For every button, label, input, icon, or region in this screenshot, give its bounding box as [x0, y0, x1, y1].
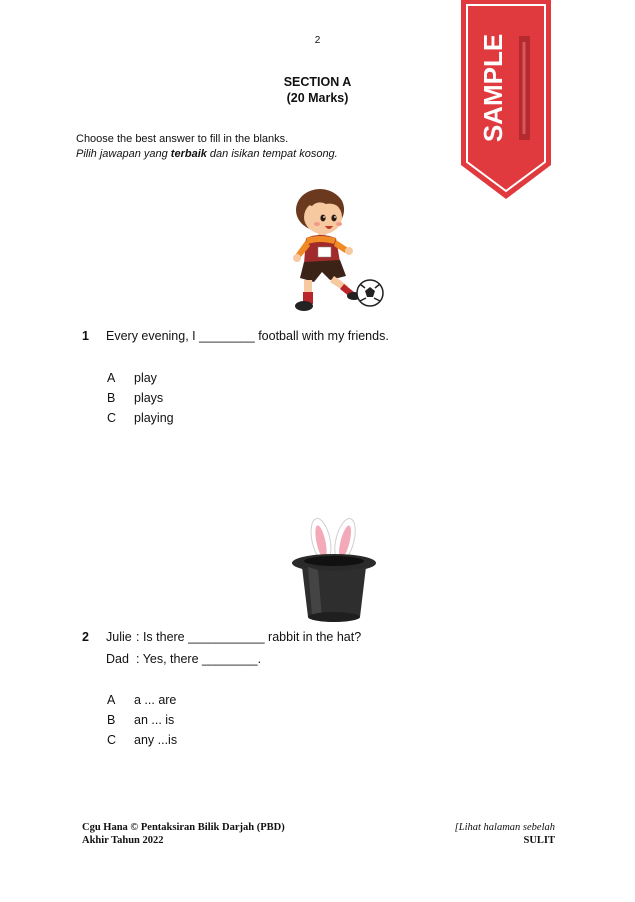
instructions [76, 132, 338, 162]
section-marks: (20 Marks) [286, 91, 349, 105]
q2-line-2: : Yes, there ________. [136, 652, 262, 666]
q2-line-1: : Is there ___________ rabbit in the hat? [136, 630, 362, 644]
footer-year: Akhir Tahun 2022 [82, 835, 164, 846]
footer-classification: SULIT [523, 835, 555, 846]
q1-option-a-text: play [134, 371, 157, 385]
sample-stamp [458, 0, 554, 202]
q2-option-b-letter: B [107, 713, 116, 727]
q2-option-c-letter: C [107, 733, 117, 747]
q1-option-c-letter: C [107, 411, 117, 425]
footer-next-page: [Lihat halaman sebelah [454, 822, 555, 833]
q1-option-b-text: plays [134, 391, 164, 405]
q1-option-b-letter: B [107, 391, 116, 405]
rabbit-hat-illustration [288, 517, 380, 629]
question-1-number: 1 [82, 329, 89, 343]
section-title: SECTION A [283, 75, 352, 89]
instruction-malay [76, 147, 338, 162]
footer-copyright: Cgu Hana © Pentaksiran Bilik Darjah (PBD) [82, 822, 285, 833]
instruction-malay-part1: Pilih jawapan yang [76, 148, 171, 160]
q2-speaker-2: Dad [106, 652, 129, 666]
boy-football-illustration [290, 188, 390, 316]
footer-right [455, 821, 555, 847]
question-2-number: 2 [82, 630, 89, 644]
q2-speaker-1: Julie [106, 630, 132, 644]
question-1-text: Every evening, I ________ football with my friends. [106, 329, 389, 343]
page-number: 2 [314, 35, 321, 46]
stamp-label: SAMPLE [478, 33, 508, 143]
q2-option-a-text: a ... are [134, 693, 177, 707]
instruction-malay-part2: dan isikan tempat kosong. [206, 148, 338, 160]
q2-option-b-text: an ... is [134, 713, 175, 727]
q2-option-a-letter: A [107, 693, 116, 707]
instruction-malay-bold: terbaik [170, 148, 207, 160]
q1-option-c-text: playing [134, 411, 174, 425]
q2-option-c-text: any ...is [134, 733, 178, 747]
instruction-english: Choose the best answer to fill in the blanks. [76, 133, 289, 145]
q1-option-a-letter: A [107, 371, 116, 385]
footer-left [82, 821, 285, 847]
